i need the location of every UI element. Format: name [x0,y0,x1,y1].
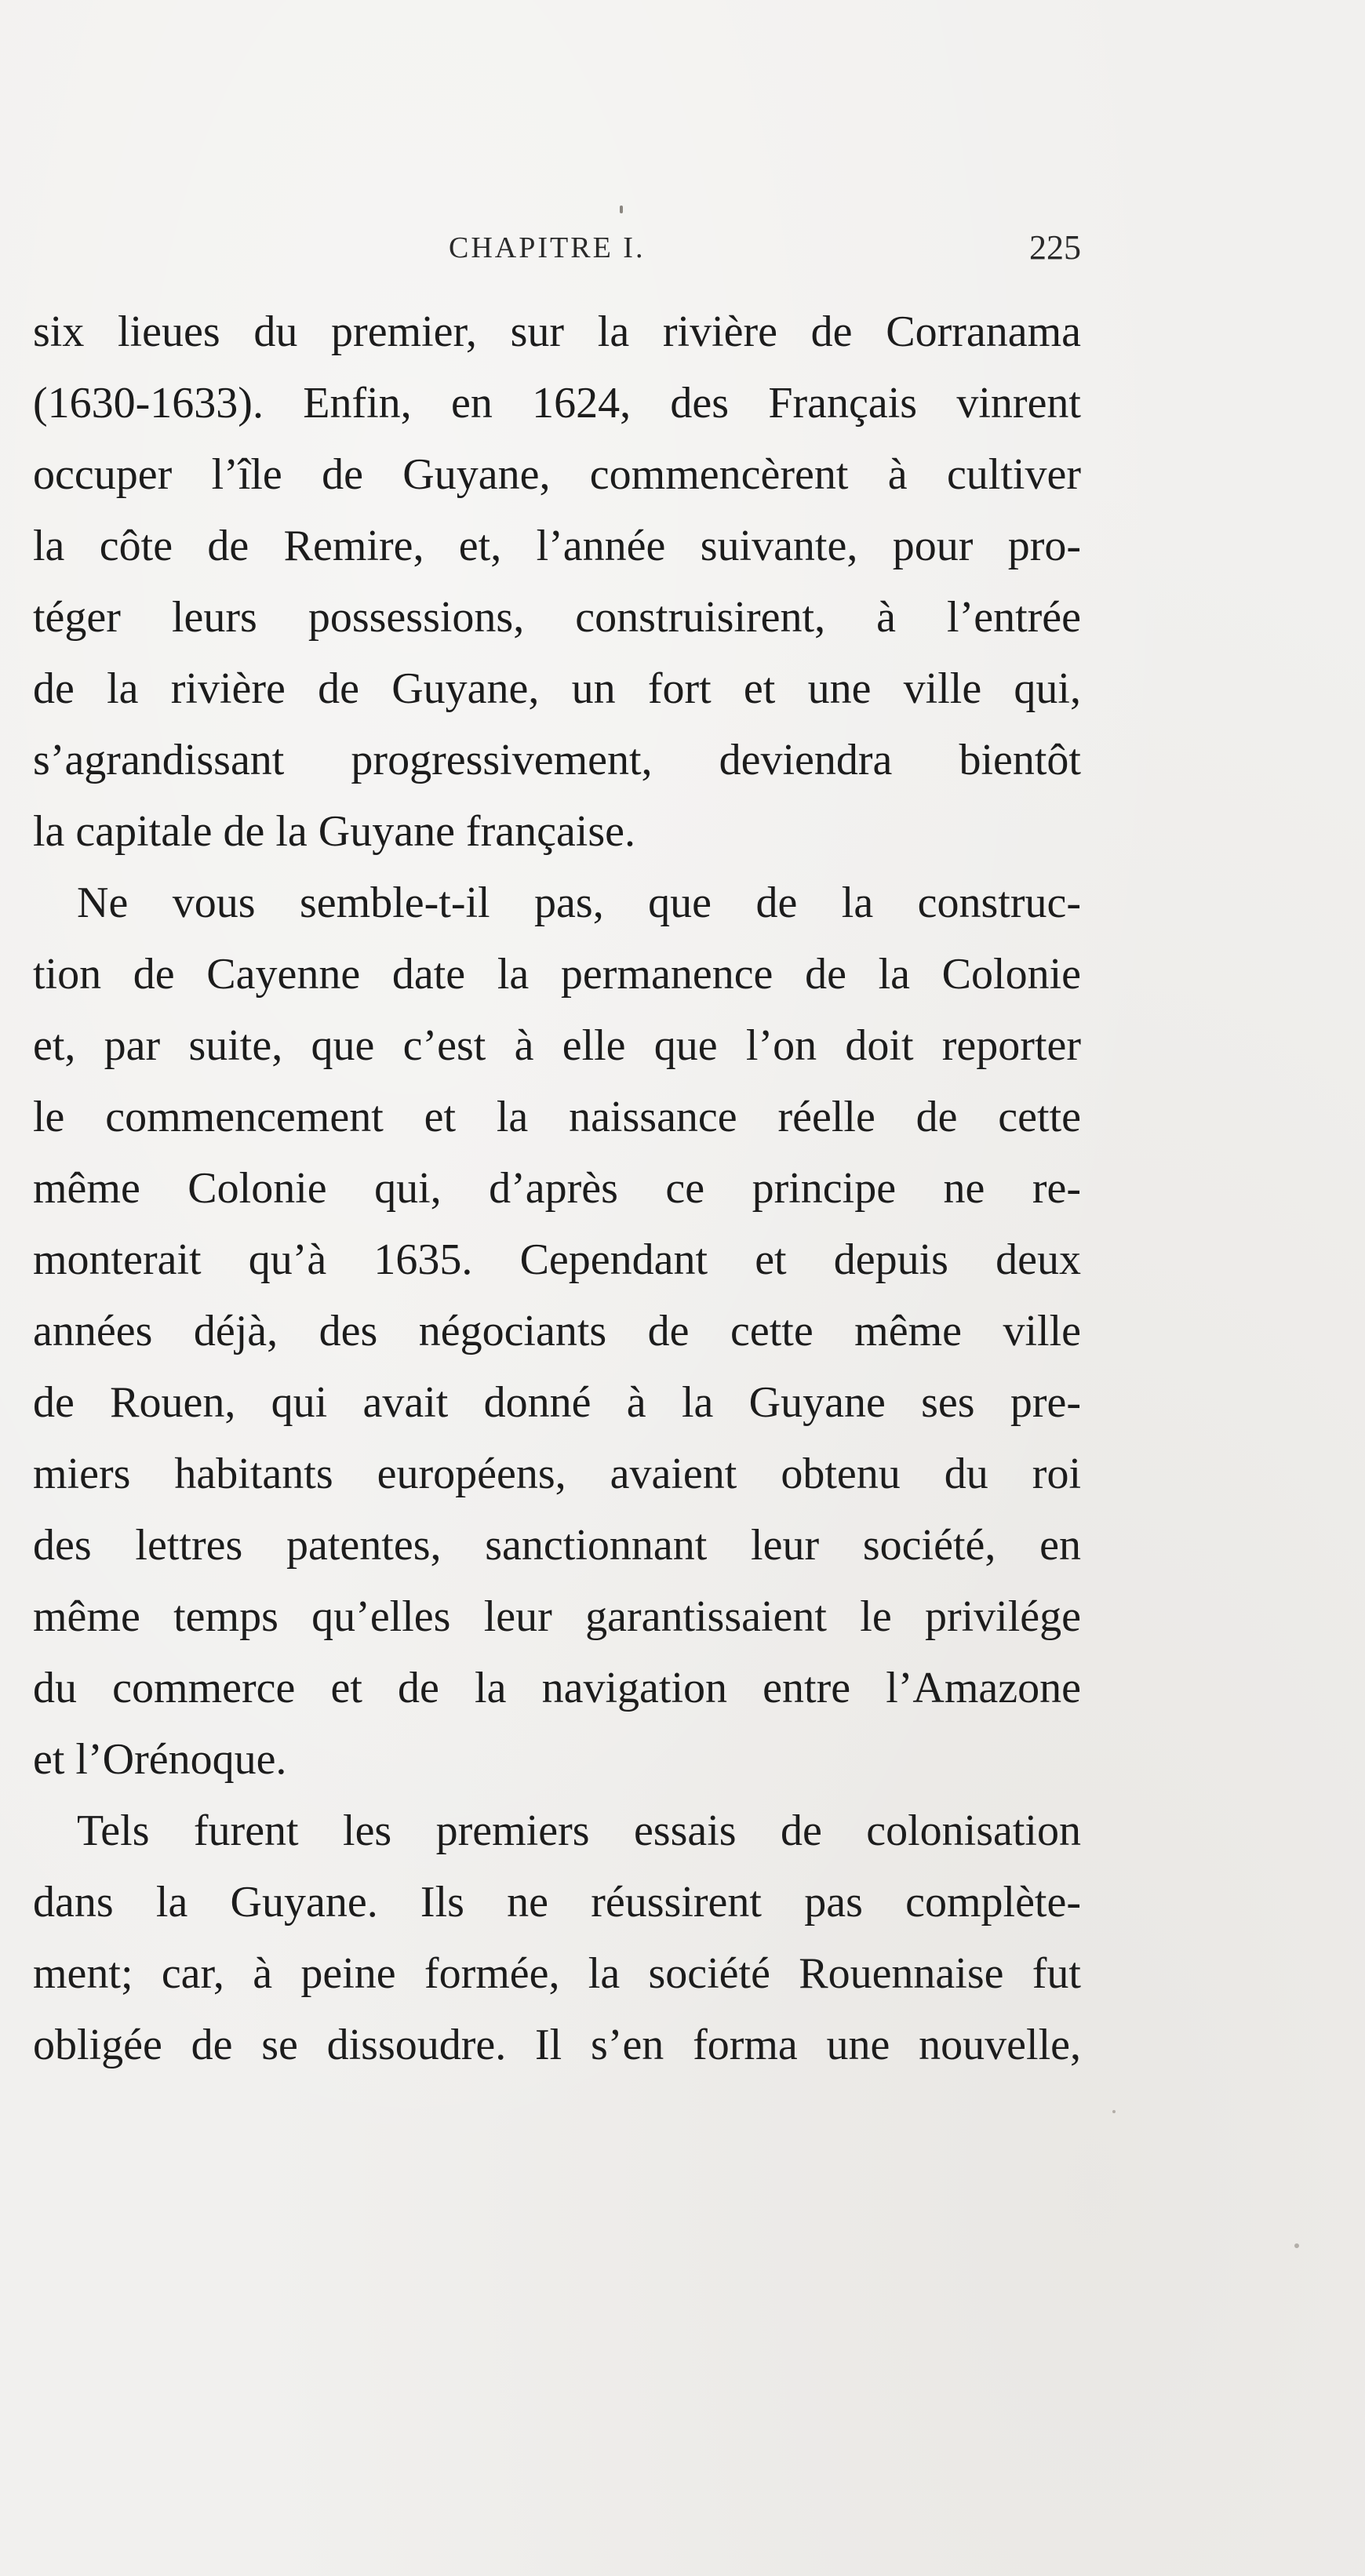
text-line: et, par suite, que c’est à elle que l’on doit reporter [33,1021,1081,1070]
text-line: années déjà, des négociants de cette même ville [33,1307,1081,1355]
text-line: du commerce et de la navigation entre l’Amazone [33,1664,1081,1712]
text-line: s’agrandissant progressivement, deviendra bientôt [33,736,1081,784]
text-line: téger leurs possessions, construisirent, à l’entrée [33,593,1081,642]
running-title: CHAPITRE I. [449,231,646,264]
text-line: ment; car, à peine formée, la société Rouennaise fut [33,1949,1081,1998]
text-line: (1630-1633). Enfin, en 1624, des Français vinrent [33,379,1081,428]
text-line: obligée de se dissoudre. Il s’en forma une nouvelle, [33,2021,1081,2069]
text-line: même temps qu’elles leur garantissaient le privilége [33,1592,1081,1641]
text-line: la côte de Remire, et, l’année suivante, pour pro- [33,522,1081,570]
text-line: et l’Orénoque. [33,1735,287,1784]
paper-speck [1294,2243,1299,2248]
text-line: des lettres patentes, sanctionnant leur société, en [33,1521,1081,1570]
paper-speck [1112,2110,1116,2113]
page-header [33,224,1081,271]
page-number: 225 [1029,228,1081,267]
text-line: le commencement et la naissance réelle de cette [33,1093,1081,1141]
text-line: de Rouen, qui avait donné à la Guyane ses pre- [33,1378,1081,1427]
text-line: occuper l’île de Guyane, commencèrent à cultiver [33,450,1081,499]
text-line: de la rivière de Guyane, un fort et une ville qui, [33,664,1081,713]
text-line: la capitale de la Guyane française. [33,807,636,856]
text-line: miers habitants européens, avaient obtenu du roi [33,1450,1081,1498]
text-line: six lieues du premier, sur la rivière de Corranama [33,307,1081,356]
text-line: dans la Guyane. Ils ne réussirent pas complète- [33,1878,1081,1927]
paper-mark [620,206,623,213]
body-text [33,297,1081,2081]
text-line: tion de Cayenne date la permanence de la Colonie [33,950,1081,999]
text-line: Tels furent les premiers essais de colonisation [77,1806,1081,1855]
text-line: Ne vous semble-t-il pas, que de la construc- [77,879,1081,927]
text-line: même Colonie qui, d’après ce principe ne re- [33,1164,1081,1213]
text-line: monterait qu’à 1635. Cependant et depuis deux [33,1235,1081,1284]
